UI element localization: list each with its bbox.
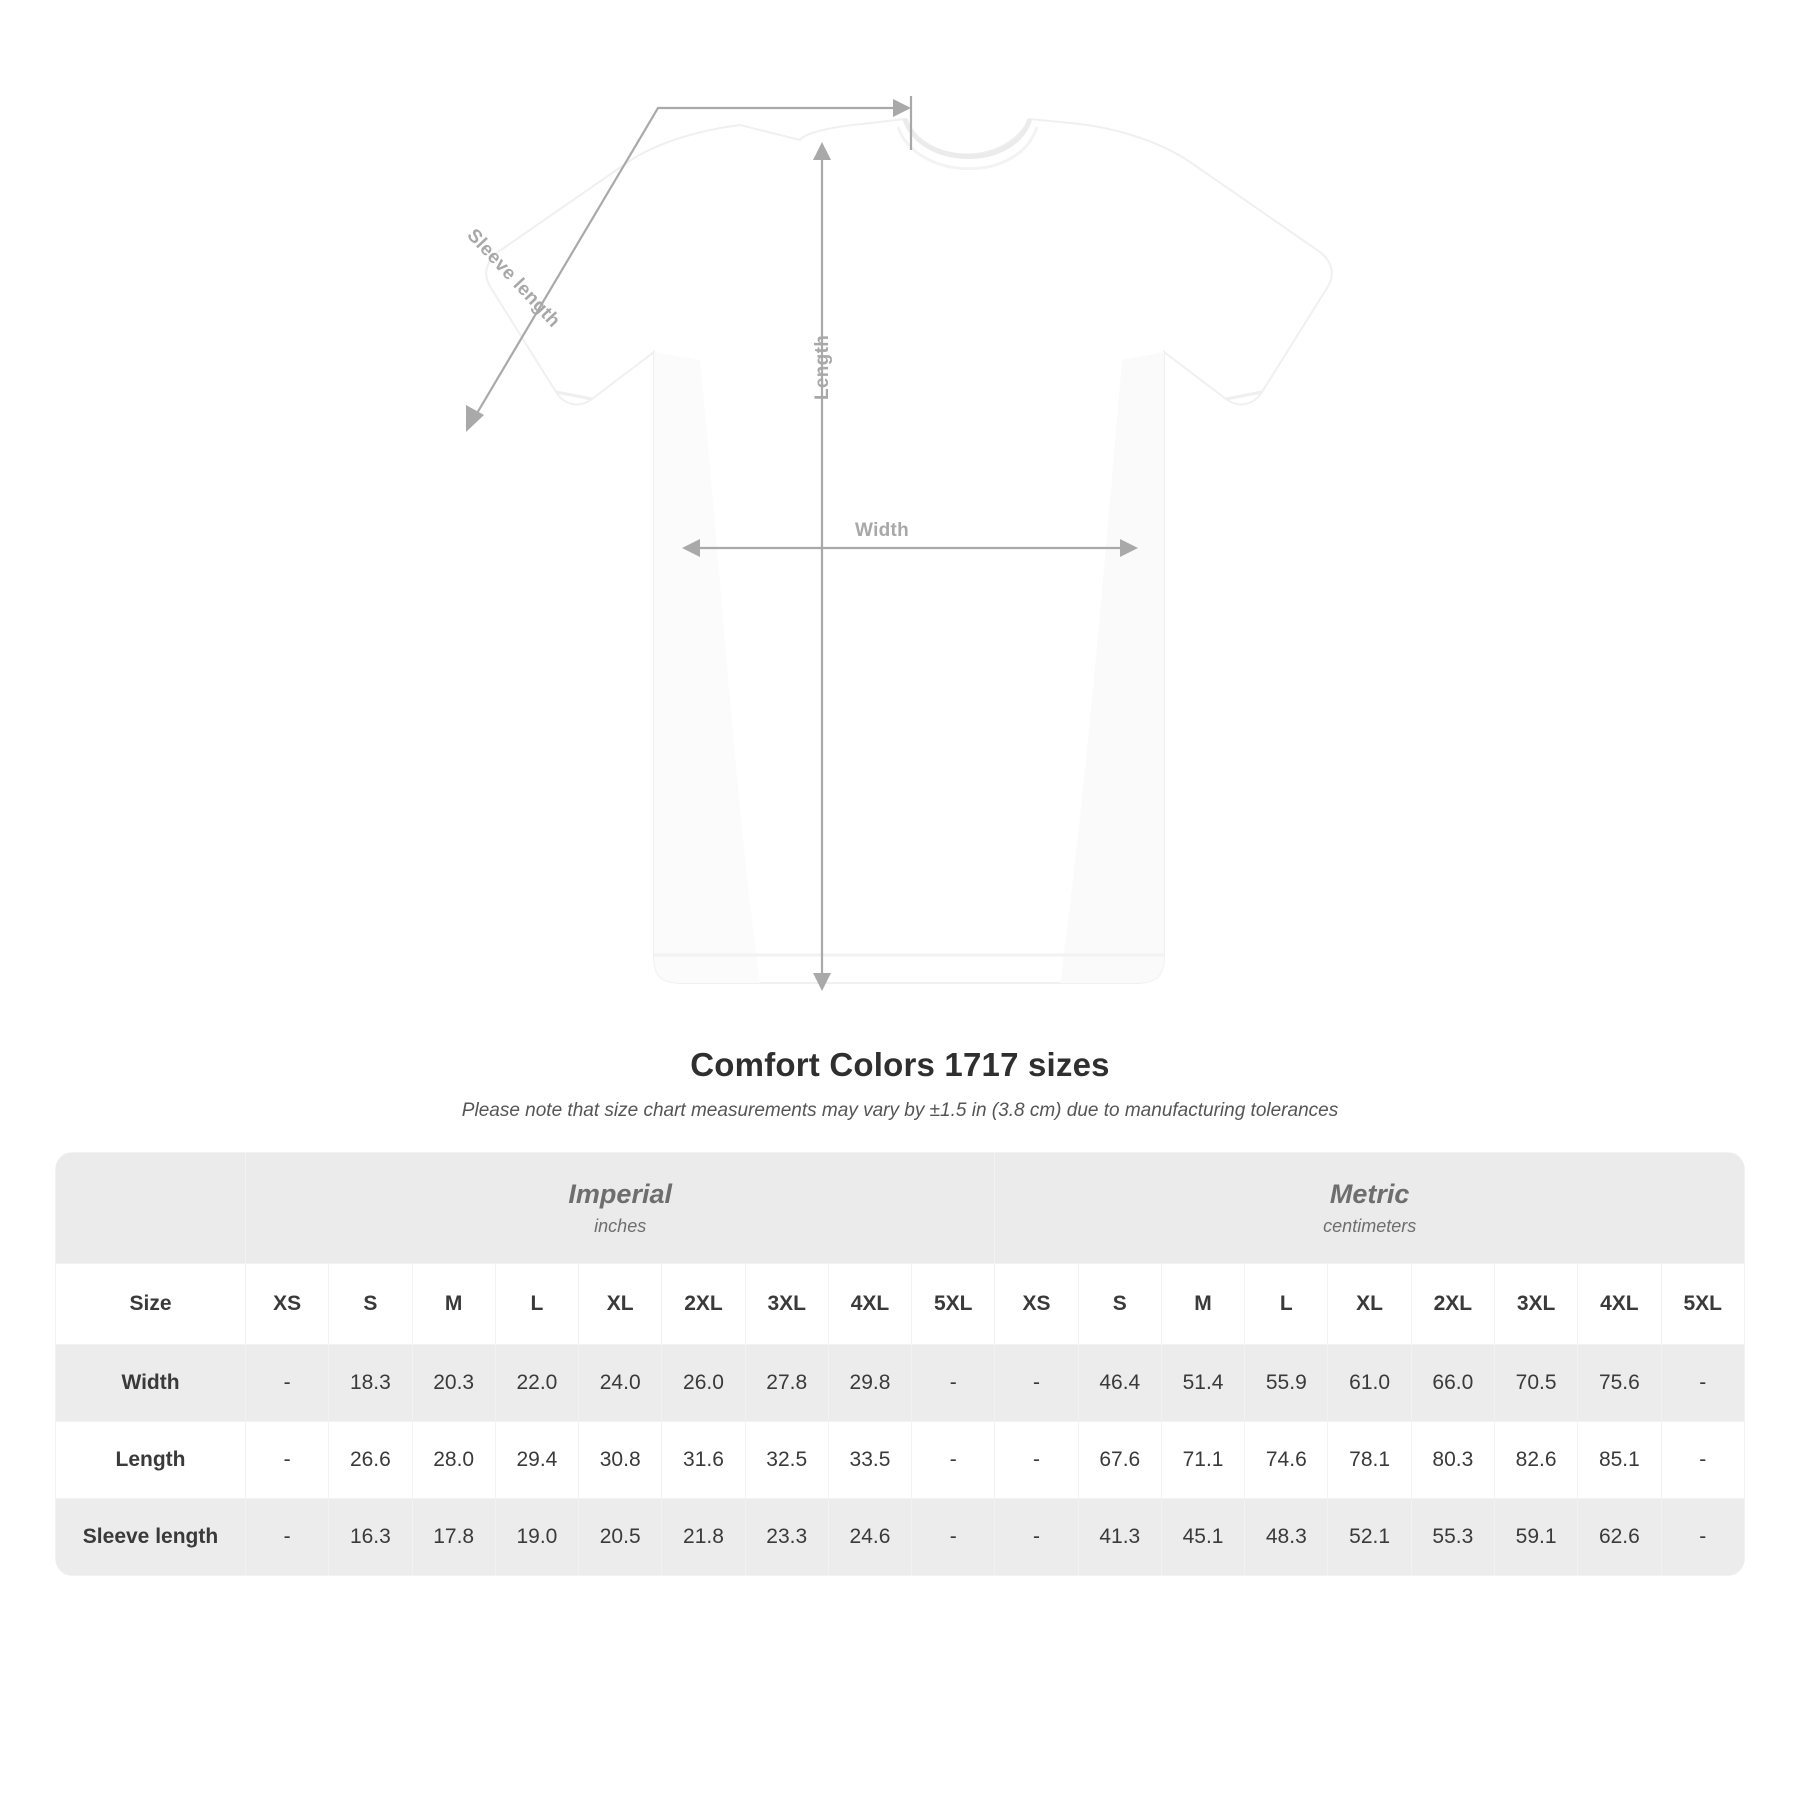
- cell-length-13: 78.1: [1328, 1422, 1411, 1499]
- table-row: [56, 1345, 1745, 1422]
- header-col-8: 4XL: [828, 1264, 911, 1345]
- header-col-6: 2XL: [662, 1264, 745, 1345]
- cell-width-4: 24.0: [579, 1345, 662, 1422]
- row-label-width: Width: [56, 1345, 246, 1422]
- cell-sleeve-0: -: [246, 1499, 329, 1576]
- cell-sleeve-1: 16.3: [329, 1499, 412, 1576]
- cell-length-6: 32.5: [745, 1422, 828, 1499]
- cell-sleeve-2: 17.8: [412, 1499, 495, 1576]
- cell-width-2: 20.3: [412, 1345, 495, 1422]
- cell-width-15: 70.5: [1494, 1345, 1577, 1422]
- cell-width-7: 29.8: [828, 1345, 911, 1422]
- cell-width-10: 46.4: [1078, 1345, 1161, 1422]
- cell-sleeve-15: 59.1: [1494, 1499, 1577, 1576]
- cell-sleeve-16: 62.6: [1578, 1499, 1661, 1576]
- cell-sleeve-13: 52.1: [1328, 1499, 1411, 1576]
- cell-length-14: 80.3: [1411, 1422, 1494, 1499]
- header-col-10: XS: [995, 1264, 1078, 1345]
- sleeve-length-label: Sleeve length: [462, 225, 565, 332]
- cell-length-5: 31.6: [662, 1422, 745, 1499]
- header-col-11: S: [1078, 1264, 1161, 1345]
- cell-length-10: 67.6: [1078, 1422, 1161, 1499]
- cell-length-4: 30.8: [579, 1422, 662, 1499]
- cell-length-3: 29.4: [495, 1422, 578, 1499]
- header-col-7: 3XL: [745, 1264, 828, 1345]
- cell-sleeve-10: 41.3: [1078, 1499, 1161, 1576]
- cell-length-7: 33.5: [828, 1422, 911, 1499]
- cell-length-16: 85.1: [1578, 1422, 1661, 1499]
- unit-name-metric: Metric: [1329, 1179, 1410, 1209]
- cell-width-16: 75.6: [1578, 1345, 1661, 1422]
- row-label-length: Length: [56, 1422, 246, 1499]
- cell-length-12: 74.6: [1245, 1422, 1328, 1499]
- size-table-wrapper: [55, 1152, 1745, 1576]
- cell-sleeve-9: -: [995, 1499, 1078, 1576]
- header-col-1: XS: [246, 1264, 329, 1345]
- tolerance-note: Please note that size chart measurements may vary by ±1.5 in (3.8 cm) due to manufacturing tolerances: [461, 1100, 1339, 1121]
- cell-length-9: -: [995, 1422, 1078, 1499]
- header-col-16: 3XL: [1494, 1264, 1577, 1345]
- unit-sub-imperial: inches: [594, 1216, 647, 1236]
- cell-sleeve-6: 23.3: [745, 1499, 828, 1576]
- header-col-4: L: [495, 1264, 578, 1345]
- unit-name-imperial: Imperial: [568, 1179, 672, 1209]
- cell-width-8: -: [912, 1345, 995, 1422]
- cell-sleeve-17: -: [1661, 1499, 1744, 1576]
- header-col-14: XL: [1328, 1264, 1411, 1345]
- row-label-sleeve-length: Sleeve length: [56, 1499, 246, 1576]
- cell-width-17: -: [1661, 1345, 1744, 1422]
- cell-length-15: 82.6: [1494, 1422, 1577, 1499]
- cell-sleeve-8: -: [912, 1499, 995, 1576]
- page-title: Comfort Colors 1717 sizes: [690, 1046, 1110, 1083]
- width-label: Width: [855, 520, 910, 541]
- cell-width-3: 22.0: [495, 1345, 578, 1422]
- unit-header-imperial: [246, 1153, 995, 1264]
- title-block: [0, 1046, 1800, 1122]
- header-col-13: L: [1245, 1264, 1328, 1345]
- cell-width-12: 55.9: [1245, 1345, 1328, 1422]
- size-table: [55, 1152, 1745, 1576]
- table-row: [56, 1422, 1745, 1499]
- cell-width-14: 66.0: [1411, 1345, 1494, 1422]
- cell-length-8: -: [912, 1422, 995, 1499]
- cell-sleeve-12: 48.3: [1245, 1499, 1328, 1576]
- cell-length-2: 28.0: [412, 1422, 495, 1499]
- header-col-2: S: [329, 1264, 412, 1345]
- cell-width-11: 51.4: [1161, 1345, 1244, 1422]
- length-label: Length: [812, 334, 833, 400]
- cell-sleeve-4: 20.5: [579, 1499, 662, 1576]
- header-col-9: 5XL: [912, 1264, 995, 1345]
- cell-width-9: -: [995, 1345, 1078, 1422]
- header-col-18: 5XL: [1661, 1264, 1744, 1345]
- header-size: Size: [56, 1264, 246, 1345]
- unit-header-row: [56, 1153, 1745, 1264]
- header-col-17: 4XL: [1578, 1264, 1661, 1345]
- header-col-15: 2XL: [1411, 1264, 1494, 1345]
- unit-header-spacer: [56, 1153, 246, 1264]
- cell-width-13: 61.0: [1328, 1345, 1411, 1422]
- cell-sleeve-5: 21.8: [662, 1499, 745, 1576]
- cell-width-1: 18.3: [329, 1345, 412, 1422]
- cell-width-5: 26.0: [662, 1345, 745, 1422]
- cell-length-11: 71.1: [1161, 1422, 1244, 1499]
- cell-length-0: -: [246, 1422, 329, 1499]
- header-col-12: M: [1161, 1264, 1244, 1345]
- cell-length-17: -: [1661, 1422, 1744, 1499]
- cell-sleeve-11: 45.1: [1161, 1499, 1244, 1576]
- cell-sleeve-14: 55.3: [1411, 1499, 1494, 1576]
- cell-width-6: 27.8: [745, 1345, 828, 1422]
- cell-sleeve-7: 24.6: [828, 1499, 911, 1576]
- unit-sub-metric: centimeters: [1323, 1216, 1417, 1236]
- column-header-row: [56, 1264, 1745, 1345]
- cell-length-1: 26.6: [329, 1422, 412, 1499]
- cell-sleeve-3: 19.0: [495, 1499, 578, 1576]
- unit-header-metric: [995, 1153, 1745, 1264]
- header-col-3: M: [412, 1264, 495, 1345]
- cell-width-0: -: [246, 1345, 329, 1422]
- table-row: [56, 1499, 1745, 1576]
- tshirt-shape: [486, 119, 1331, 983]
- header-col-5: XL: [579, 1264, 662, 1345]
